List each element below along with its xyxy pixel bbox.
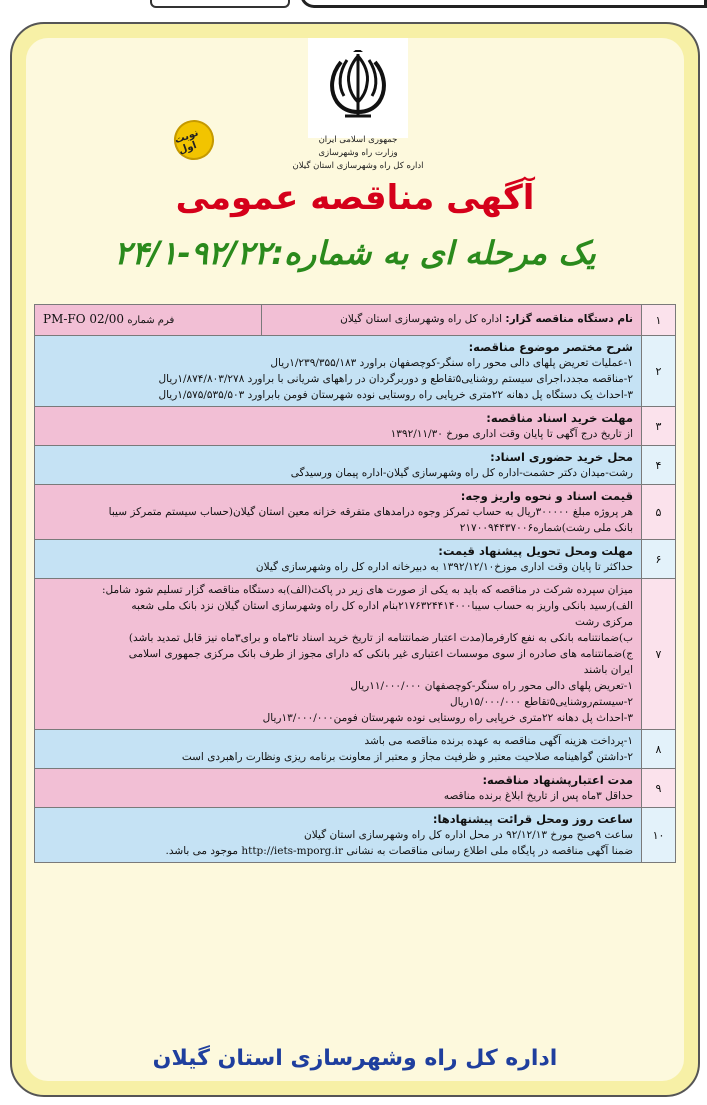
footer-organization: اداره کل راه وشهرسازی استان گیلان <box>152 1046 558 1071</box>
row-line: ۱-پرداخت هزینه آگهی مناقصه به عهده برنده مناقصه می باشد <box>364 735 633 747</box>
organizer-name: اداره کل راه وشهرسازی استان گیلان <box>340 313 503 325</box>
row-line: هر پروژه مبلغ ۳۰۰۰۰۰ریال به حساب تمرکز وجوه درامدهای متفرقه خزانه معین استان گیلان(حساب سیستم متمرکز سیبا <box>108 506 633 518</box>
page-title: آگهی مناقصه عمومی <box>175 178 535 218</box>
ministry-line: جمهوری اسلامی ایران <box>318 135 398 145</box>
row-number: ۱ <box>641 305 675 335</box>
row-number: ۳ <box>641 407 675 445</box>
tender-table <box>34 304 676 863</box>
row-heading: مدت اعتبارپشنهاد مناقصه: <box>482 773 633 787</box>
row-content <box>35 407 641 445</box>
row-number: ۷ <box>641 579 675 729</box>
top-border-segment <box>150 0 290 8</box>
row-line: ۱-عملیات تعریض پلهای دالی محور راه سنگر-کوچصفهان براورد ۱/۲۳۹/۳۵۵/۱۸۳ریال <box>270 357 633 369</box>
row-line: ج)ضمانتنامه های صادره از سوی موسسات اعتباری غیر بانکی که دارای مجوز از طرف بانک مرکزی جمهوری اسلامی <box>128 648 633 660</box>
row-heading: نام دستگاه مناقصه گزار: <box>505 313 633 325</box>
announcement-frame <box>10 22 700 1097</box>
row-line: ب)ضمانتنامه بانکی به نفع کارفرما(مدت اعتبار ضمانتنامه از تاریخ خرید اسناد تا۳ماه و برای۳ماه نیز قابل تمدید باشد) <box>128 632 633 644</box>
row-content <box>35 540 641 578</box>
first-round-badge <box>168 114 219 165</box>
row-line: ۲-سیستم‌روشنایی۵تقاطع ۱۵/۰۰۰/۰۰۰ریال <box>449 696 633 708</box>
row-line: حداقل ۳ماه پس از تاریخ ابلاغ برنده مناقصه <box>443 790 633 802</box>
row-line: حداکثر تا پایان وقت اداری موزخ۱۳۹۲/۱۲/۱۰ به دبیرخانه اداره کل راه وشهرسازی گیلان <box>255 561 633 573</box>
page-subtitle: یک مرحله ای به شماره:۹۲/۲۲-۲۴/۱ <box>114 234 596 272</box>
row-heading: ساعت روز ومحل قرائت پیشنهادها: <box>432 812 633 826</box>
row-number: ۶ <box>641 540 675 578</box>
announcement-inner <box>26 38 684 1081</box>
form-number-code: PM-FO 02/00 <box>43 312 124 326</box>
table-row <box>35 336 675 407</box>
row-content <box>35 446 641 484</box>
row-line: میزان سپرده شرکت در مناقصه که باید به یکی از صورت های زیر در پاکت(الف)به دستگاه مناقصه گزار تسلیم شود شامل: <box>101 584 633 596</box>
table-row <box>35 407 675 446</box>
table-row <box>35 730 675 769</box>
row-number: ۵ <box>641 485 675 539</box>
row-number: ۱۰ <box>641 808 675 862</box>
iran-emblem-icon <box>308 38 408 138</box>
announcement-header <box>26 38 684 308</box>
badge-label: نوبت اول <box>173 127 200 157</box>
row-number: ۸ <box>641 730 675 768</box>
row-content <box>35 808 641 862</box>
row-line: ضمنا آگهی مناقصه در پایگاه ملی اطلاع رسانی مناقصات به نشانی http://iets-mporg.ir موجود می باشد. <box>165 845 633 857</box>
table-row <box>35 579 675 730</box>
organizer-cell <box>261 305 641 335</box>
page-top-edge <box>0 0 707 12</box>
ministry-line: اداره کل راه وشهرسازی استان گیلان <box>292 161 424 171</box>
row-line: بانک ملی رشت)شماره۲۱۷۰۰۹۴۴۳۷۰۰۶ <box>459 522 633 534</box>
row-number: ۲ <box>641 336 675 406</box>
row-heading: مهلت خرید اسناد مناقصه: <box>486 411 633 425</box>
row-line: از تاریخ درج آگهی تا پایان وقت اداری مورخ ۱۳۹۲/۱۱/۳۰ <box>390 428 633 440</box>
row-line: ۲-داشتن گواهینامه صلاحیت معتبر و ظرفیت مجاز و معتبر از معاونت برنامه ریزی ونظارت راهبردی است <box>181 751 633 763</box>
emblem-graphic <box>323 50 393 126</box>
row-line: ۲-مناقصه مجدد،اجرای سیستم روشنایی۵تقاطع و دوربرگردان در راههای شریانی با براورد ۱/۸۷۴/۸۰۳/۲۷۸ریال <box>158 373 633 385</box>
table-row <box>35 808 675 862</box>
row-line: ۳-احداث یک دستگاه پل دهانه ۲۲متری خرپایی راه روستایی نوده شهرستان فومن بابراورد ۱/۵۷۵/۵۳۵/۵۰۳ریال <box>158 389 633 401</box>
form-number-label: فرم شماره <box>127 315 175 326</box>
ministry-lines <box>248 134 468 173</box>
row-content <box>35 579 641 729</box>
row-heading: مهلت ومحل تحویل پیشنهاد قیمت: <box>438 544 633 558</box>
row-number: ۹ <box>641 769 675 807</box>
row-line: رشت-میدان دکتر حشمت-اداره کل راه وشهرسازی گیلان-اداره پیمان ورسیدگی <box>290 467 633 479</box>
table-row <box>35 769 675 808</box>
table-row <box>35 540 675 579</box>
row-line: ایران باشند <box>583 664 633 676</box>
row-heading: محل خرید حضوری اسناد: <box>490 450 633 464</box>
row-content <box>35 485 641 539</box>
table-row <box>35 485 675 540</box>
row-line: ۱-تعریض پلهای دالی محور راه سنگر-کوچصفهان ۱۱/۰۰۰/۰۰۰ریال <box>350 680 633 692</box>
row-heading: شرح مختصر موضوع مناقصه: <box>468 340 633 354</box>
row-content <box>35 769 641 807</box>
row-line: مرکزی رشت <box>575 616 633 628</box>
row-content <box>35 305 641 335</box>
row-content <box>35 730 641 768</box>
ministry-line: وزارت راه وشهرسازی <box>318 148 398 158</box>
table-row <box>35 305 675 336</box>
table-row <box>35 446 675 485</box>
form-number-cell <box>35 305 261 335</box>
row-content <box>35 336 641 406</box>
row-line: الف)رسید بانکی واریز به حساب سیبا۲۱۷۶۳۲۴۴۱۴۰۰۰بنام اداره کل راه وشهرسازی استان گیلان نزد بانک ملی شعبه <box>131 600 633 612</box>
row-heading: قیمت اسناد و نحوه واریز وجه: <box>460 489 633 503</box>
row-line: ساعت ۹صبح مورخ ۹۲/۱۲/۱۳ در محل اداره کل راه وشهرسازی استان گیلان <box>304 829 633 841</box>
top-border-segment <box>300 0 707 8</box>
row-number: ۴ <box>641 446 675 484</box>
row-line: ۳-احداث پل دهانه ۲۲متری خرپایی راه روستایی نوده شهرستان فومن۱۳/۰۰۰/۰۰۰ریال <box>262 712 633 724</box>
